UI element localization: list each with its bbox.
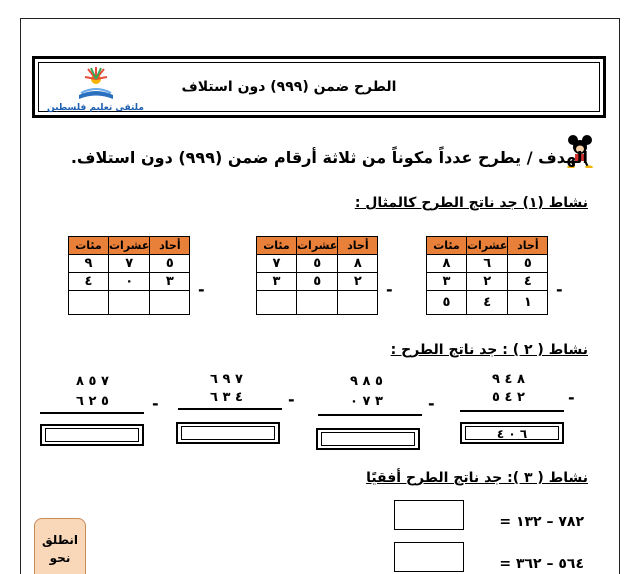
answer-box[interactable]: [176, 422, 280, 444]
header-ones: أحاد: [508, 237, 548, 255]
activity3-title: نشاط ( ٣ ): جد ناتج الطرح أفقيًا: [366, 470, 588, 486]
minus-sign: -: [152, 394, 159, 413]
cell: ٣: [427, 273, 467, 291]
goal-text: الهدف / يطرح عدداً مكوناً من ثلاثة أرقام ضمن (٩٩٩) دون استلاف.: [70, 148, 588, 167]
cell: ٣: [257, 273, 297, 291]
cell: ٦: [467, 255, 508, 273]
sum-line: [460, 410, 564, 412]
answer-box[interactable]: [460, 422, 564, 444]
answer-value: [45, 428, 139, 442]
header-ones: أحاد: [338, 237, 378, 255]
cell: ٤: [69, 273, 109, 291]
minus-sign: -: [428, 394, 435, 413]
cell: ٩: [69, 255, 109, 273]
result-cell[interactable]: [69, 291, 109, 315]
result-cell[interactable]: ٥: [427, 291, 467, 315]
place-value-table-1: [426, 236, 548, 315]
cell: ٥: [150, 255, 190, 273]
result-cell[interactable]: [257, 291, 297, 315]
cell: ٧: [257, 255, 297, 273]
header-tens: عشرات: [467, 237, 508, 255]
launch-badge: انطلق نحو: [34, 518, 86, 574]
header-ones: أحاد: [150, 237, 190, 255]
cell: ٤: [508, 273, 548, 291]
minus-sign: -: [288, 390, 295, 409]
cell: ٥: [297, 273, 338, 291]
logo-text: ملتقى تعليم فلسطين: [47, 103, 144, 113]
result-cell[interactable]: ٤: [467, 291, 508, 315]
cell: ٣: [150, 273, 190, 291]
problem-top: ٥ ٨ ٩: [350, 374, 383, 389]
minus-sign: -: [198, 280, 205, 299]
problem-bottom: ٥ ٢ ٦: [76, 394, 109, 409]
problem-top: ٨ ٤ ٩: [492, 372, 525, 387]
answer-value: ٦ ٠ ٤: [465, 426, 559, 440]
equation: ٧٨٢ – ١٣٢ =: [499, 514, 584, 530]
result-cell[interactable]: [150, 291, 190, 315]
sum-line: [318, 414, 422, 416]
problem-bottom: ٢ ٤ ٥: [492, 390, 525, 405]
header-hundreds: مئات: [427, 237, 467, 255]
header-inner: [38, 62, 600, 112]
cell: ٧: [109, 255, 150, 273]
answer-value: [181, 426, 275, 440]
cell: ٢: [467, 273, 508, 291]
problem-top: ٧ ٩ ٦: [210, 372, 243, 387]
equation: ٥٦٤ – ٣٦٢ =: [499, 556, 584, 572]
minus-sign: -: [556, 280, 563, 299]
cell: ٥: [508, 255, 548, 273]
result-cell[interactable]: [109, 291, 150, 315]
activity1-title: نشاط (١) جد ناتج الطرح كالمثال :: [354, 195, 588, 211]
answer-box[interactable]: [40, 424, 144, 446]
answer-box[interactable]: [394, 500, 464, 530]
cell: ٢: [338, 273, 378, 291]
page-title: الطرح ضمن (٩٩٩) دون استلاف: [181, 79, 397, 95]
cell: ٨: [338, 255, 378, 273]
cell: ٠: [109, 273, 150, 291]
problem-top: ٧ ٥ ٨: [76, 374, 109, 389]
cell: ٨: [427, 255, 467, 273]
result-cell[interactable]: ١: [508, 291, 548, 315]
header-tens: عشرات: [109, 237, 150, 255]
problem-bottom: ٣ ٧ ٠: [350, 394, 383, 409]
header-hundreds: مئات: [69, 237, 109, 255]
place-value-table-3: [68, 236, 190, 315]
header-box: [32, 56, 606, 118]
answer-box[interactable]: [394, 542, 464, 572]
place-value-table-2: [256, 236, 378, 315]
result-cell[interactable]: [338, 291, 378, 315]
cell: ٥: [297, 255, 338, 273]
minus-sign: -: [568, 388, 575, 407]
sum-line: [178, 408, 282, 410]
header-hundreds: مئات: [257, 237, 297, 255]
minus-sign: -: [386, 280, 393, 299]
problem-bottom: ٤ ٣ ٦: [210, 390, 243, 405]
sum-line: [40, 412, 144, 414]
answer-box[interactable]: [316, 428, 420, 450]
answer-value: [321, 432, 415, 446]
result-cell[interactable]: [297, 291, 338, 315]
activity2-title: نشاط ( ٢ ) : جد ناتج الطرح :: [390, 342, 588, 358]
header-tens: عشرات: [297, 237, 338, 255]
